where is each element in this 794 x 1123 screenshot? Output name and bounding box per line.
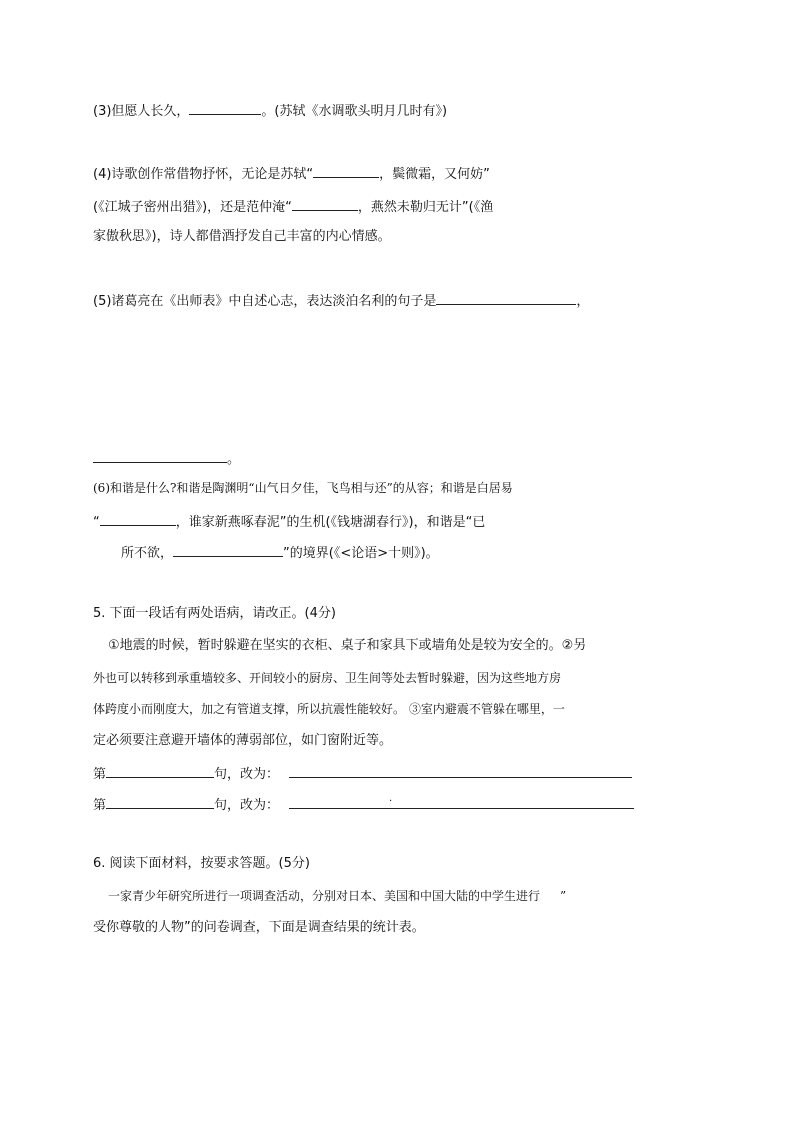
q6-answer-blank-1[interactable] (100, 511, 176, 526)
q3-answer-blank[interactable] (189, 100, 261, 115)
correction-row-2 (93, 794, 634, 815)
q4-text-2b: ，燕然未勒归无计”(《渔 (357, 200, 494, 215)
section-6-title-text: 6. 阅读下面材料，按要求答题。(5分) (93, 856, 310, 871)
q6-text-3a: 所不欲， (121, 546, 174, 561)
q4-text-1a: (4)诗歌创作常借物抒怀，无论是苏轼“ (93, 167, 314, 182)
q4-answer-blank-2[interactable] (292, 196, 358, 211)
section-5-title (93, 605, 336, 623)
section-6-para-1 (108, 887, 566, 905)
section-5-para-3-text: 体跨度小而刚度大，加之有管道支撑，所以抗震性能较好。 ③室内避震不管躲在哪里，一 (93, 702, 565, 716)
section-5-para-3 (93, 700, 565, 718)
q6-text-3b: ”的境界(《<论语>十则》)。 (283, 546, 439, 561)
section-5-para-2-text: 外也可以转移到承重墙较多、开间较小的厨房、卫生间等处去暂时躲避，因为这些地方房 (93, 671, 562, 685)
question-4-line-1 (93, 163, 490, 184)
section-5-para-4 (93, 732, 392, 750)
correction-row-2-prefix: 第 (93, 798, 107, 813)
q5-label: (5)诸葛亮在《出师表》中自述心志，表达淡泊名利的句子是 (93, 294, 437, 309)
section-6-para-1-quote: ” (560, 889, 567, 903)
q4-answer-blank-1[interactable] (313, 163, 379, 178)
question-6-line-1 (93, 479, 513, 497)
q6-text-2b: ，谁家新燕啄春泥”的生机(《钱塘湖春行》)，和谐是“已 (175, 515, 486, 530)
question-5-line-1 (93, 290, 589, 311)
q6-answer-blank-2[interactable] (173, 542, 283, 557)
q4-text-3: 家傲秋思》)，诗人都借酒抒发自己丰富的内心情感。 (93, 229, 391, 244)
section-5-para-2 (93, 669, 561, 687)
stray-dot: . (389, 793, 393, 804)
q4-text-1b: ，鬓微霜，又何妨” (379, 167, 490, 182)
q5-answer-blank-1[interactable] (436, 290, 576, 305)
q4-text-2a: (《江城子密州出猎》)，还是范仲淹“ (93, 200, 292, 215)
section-5-title-text: 5. 下面一段话有两处语病，请改正。(4分) (93, 606, 336, 621)
correction-row-1 (93, 763, 632, 784)
section-6-para-1-text: 一家青少年研究所进行一项调查活动，分别对日本、美国和中国大陆的中学生进行 (108, 889, 541, 903)
q5-end: 。 (227, 452, 241, 467)
q5-comma: ， (576, 294, 590, 309)
q3-tail: 。(苏轼《水调歌头明月几时有》) (261, 104, 448, 119)
question-5-line-2 (93, 448, 240, 469)
section-5-para-1-text: ①地震的时候，暂时躲避在坚实的衣柜、桌子和家具下或墙角处是较为安全的。②另 (108, 638, 587, 653)
section-6-para-2-text: 受你尊敬的人物”的问卷调查，下面是调查结果的统计表。 (93, 920, 425, 935)
question-6-line-3 (121, 542, 439, 563)
q5-answer-blank-2[interactable] (93, 448, 227, 463)
q6-text-2a: “ (93, 515, 100, 530)
question-4-line-3 (93, 228, 391, 246)
question-6-line-2 (93, 511, 485, 532)
correction-row-1-sentence-blank[interactable] (106, 763, 214, 778)
correction-row-2-answer-blank[interactable] (289, 794, 634, 809)
section-6-title (93, 855, 310, 873)
section-5-para-1 (108, 637, 586, 655)
question-4-line-2 (93, 196, 493, 217)
correction-row-1-mid: 句，改为： (214, 767, 280, 782)
correction-row-1-answer-blank[interactable] (289, 763, 632, 778)
correction-row-2-mid: 句，改为： (214, 798, 280, 813)
correction-row-2-sentence-blank[interactable] (106, 794, 214, 809)
question-3 (93, 100, 447, 121)
q3-label: (3)但愿人长久， (93, 104, 190, 119)
correction-row-1-prefix: 第 (93, 767, 107, 782)
q6-text-1: (6)和谐是什么?和谐是陶渊明“山气日夕佳，飞鸟相与还”的从容；和谐是白居易 (93, 481, 513, 495)
section-6-para-2 (93, 919, 425, 937)
section-5-para-4-text: 定必须要注意避开墙体的薄弱部位，如门窗附近等。 (93, 733, 393, 748)
